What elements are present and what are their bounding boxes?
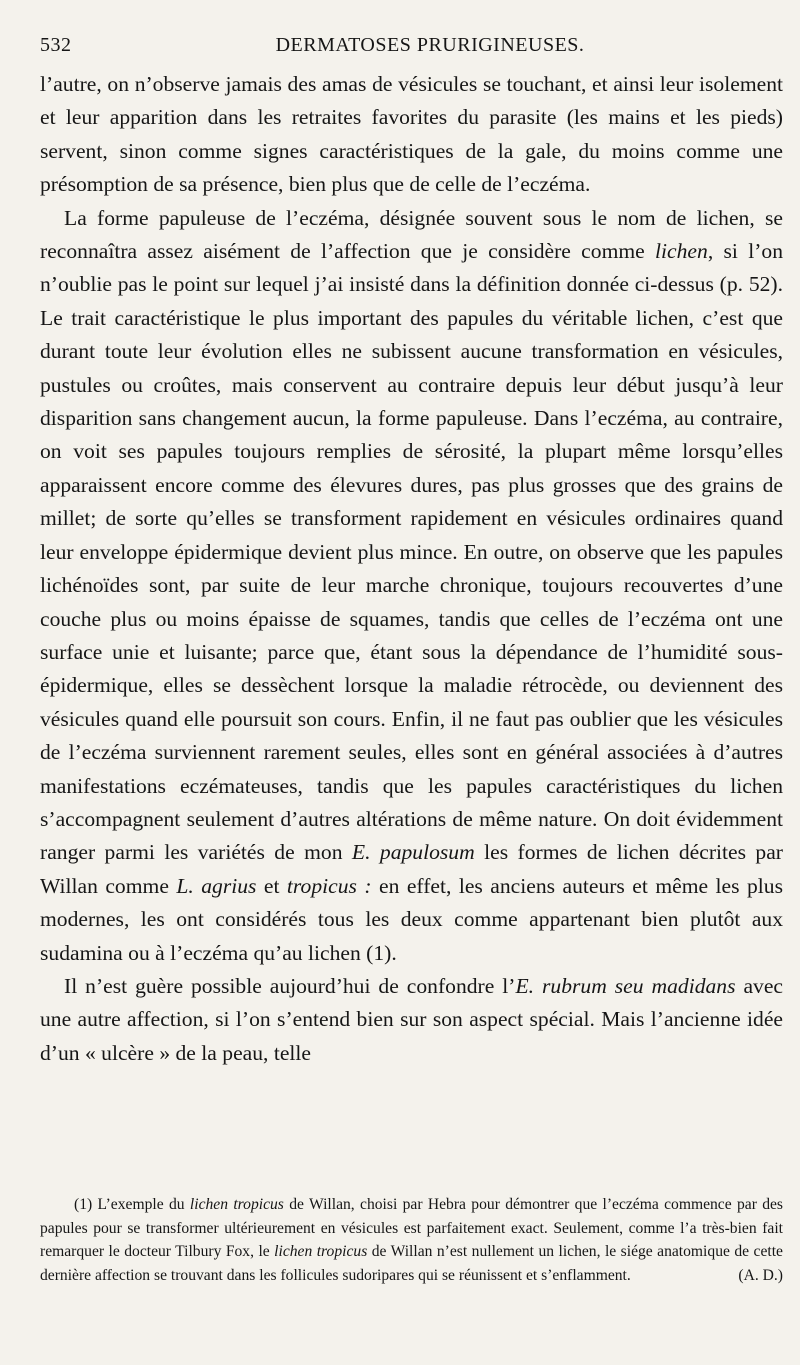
footnote-section <box>40 1193 783 1287</box>
paragraph-2-text-e: les formes de lichen décrites par Willan comme <box>40 840 784 898</box>
paragraph-3-text-c: avec une autre affection, si l’on s’entend bien sur son aspect spécial. Mais l’ancienne idée d’un « ulcère » de la peau, telle <box>40 973 784 1065</box>
footnote-text-a: (1) L’exemple du <box>74 1196 190 1213</box>
paragraph-2-italic-e-papulosum: E. papulosum <box>351 840 475 865</box>
paragraph-3-italic-e-rubrum: E. rubrum seu madidans <box>515 973 736 998</box>
running-head: DERMATOSES PRURIGINEUSES. <box>275 34 585 56</box>
paragraph-2 <box>40 202 783 970</box>
footnote-text-c: de Willan, choisi par Hebra pour démontrer que l’eczéma commence par des papules pour se transformer ultérieurement en vésicules est parfaitement exact. Seulement, comme l’a très-bien fait remarquer le docteur Tilbury Fox, le <box>40 1196 784 1260</box>
paragraph-2-text-c: , si l’on n’oublie pas le point sur lequel j’ai insisté dans la définition donnée ci-dessus (p. 52). Le trait caractéristique le plus important des papules du véritable lichen, c’est que durant toute leur évolution elles ne subissent aucune transformation en vésicules, pustules ou croûtes, mais conservent au contraire depuis leur début jusqu’à leur disparition sans changement aucun, la forme papuleuse. Dans l’eczéma, au contraire, on voit ses papules toujours remplies de sérosité, la plupart même lorsqu’elles apparaissent encore comme des élevures dures, pas plus grosses que des grains de millet; de sorte qu’elles se transforment rapidement en vésicules ordinaires quand leur enveloppe épidermique devient plus mince. En outre, on observe que les papules lichénoïdes sont, par suite de leur marche chronique, toujours recouvertes d’une couche plus ou moins épaisse de squames, tandis que celles de l’eczéma ont une surface unie et luisante; parce que, étant sous la dépendance de l’humidité sous-épidermique, elles se dessèchent lorsque la maladie rétrocède, ou deviennent des vésicules quand elle poursuit son cours. Enfin, il ne faut pas oublier que les vésicules de l’eczéma surviennent rarement seules, elles sont en général associées à d’autres manifestations eczémateuses, tandis que les papules caractéristiques du lichen s’accompagnent seulement d’autres altérations de même nature. On doit évidemment ranger parmi les variétés de mon <box>40 239 783 865</box>
paragraph-2-text-a: La forme papuleuse de l’eczéma, désignée souvent sous le nom de lichen, se reconnaîtra assez aisément de l’affection que je considère comme <box>40 205 783 264</box>
paragraph-2-text-i: en effet, les anciens auteurs et même les plus modernes, les ont considérés tous les deux comme appartenant bien plutôt aux sudamina ou à l’eczéma qu’au lichen (1). <box>40 873 783 965</box>
paragraph-1-text: l’autre, on n’observe jamais des amas de vésicules se touchant, et ainsi leur isolement et leur apparition dans les retraites favorites du parasite (les mains et les pieds) servent, sinon comme signes caractéristiques de la gale, du moins comme une présomption de sa présence, bien plus que de celle de l’eczéma. <box>40 72 783 197</box>
page-header <box>40 30 780 62</box>
body-text <box>40 68 783 1070</box>
footnote-italic-lichen-tropicus: lichen tropicus <box>189 1196 284 1213</box>
footnote-italic-lichen-tropicus-2: lichen tropicus <box>274 1243 368 1260</box>
footnote-signature: (A. D.) <box>738 1266 783 1284</box>
paragraph-3 <box>40 970 783 1070</box>
paragraph-2-text-g: et <box>256 873 287 898</box>
paragraph-2-italic-l-agrius: L. agrius <box>176 873 257 898</box>
page-number: 532 <box>40 34 72 56</box>
footnote-text-e: de Willan n’est nullement un lichen, le siége anatomique de cette dernière affection se trouvant dans les follicules sudoripares qui se réunissent et s’enflamment. <box>40 1243 783 1284</box>
paragraph-1 <box>40 68 783 202</box>
paragraph-2-italic-tropicus: tropicus : <box>286 873 372 898</box>
paragraph-2-italic-lichen: lichen <box>655 239 708 264</box>
paragraph-3-text-a: Il n’est guère possible aujourd’hui de confondre l’ <box>64 973 516 998</box>
footnote-1 <box>40 1193 783 1287</box>
